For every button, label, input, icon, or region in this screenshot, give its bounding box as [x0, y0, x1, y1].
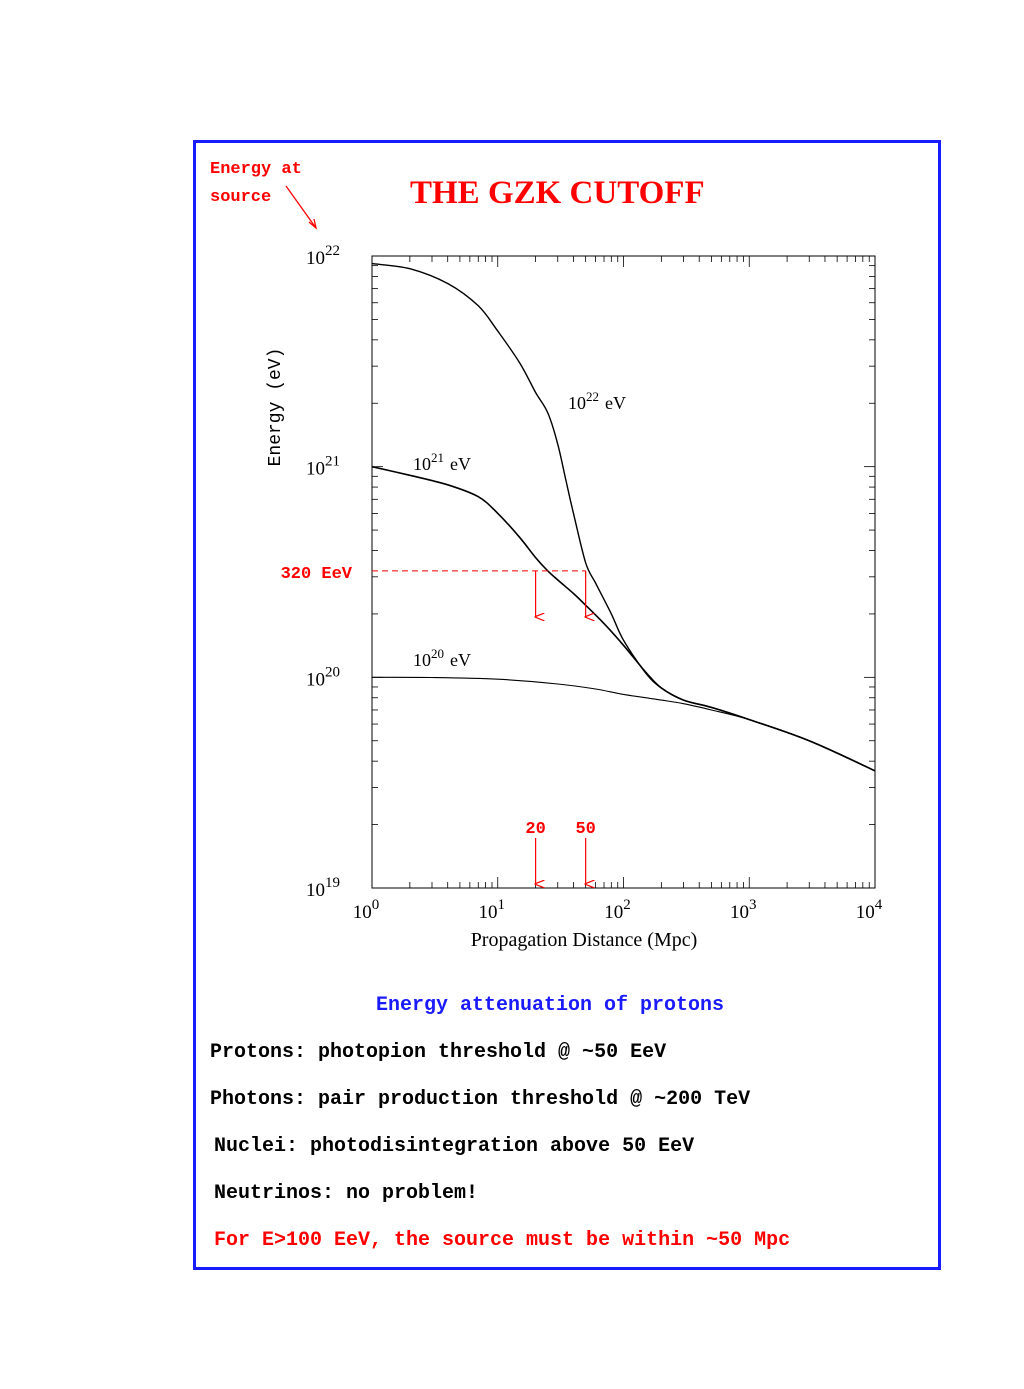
source-label-line2: source	[210, 188, 272, 207]
series-label: $10^{21}$ eV	[413, 450, 471, 474]
y-tick-label: $10^{22}$	[306, 243, 340, 269]
series-line	[372, 677, 875, 771]
photons-note: Photons: pair production threshold @ ~200 TeV	[210, 1088, 751, 1111]
nuclei-note: Nuclei: photodisintegration above 50 EeV	[214, 1135, 695, 1158]
energy-320-label: 320 EeV	[280, 564, 352, 584]
series-line	[372, 467, 875, 771]
y-tick-label: $10^{20}$	[306, 664, 340, 691]
series-label: $10^{22}$ eV	[568, 389, 626, 413]
annotations	[281, 565, 596, 884]
y-tick-label: $10^{19}$	[306, 875, 340, 901]
conclusion-note: For E>100 EeV, the source must be within ~50 Mpc	[214, 1229, 791, 1252]
plot-area	[372, 256, 875, 888]
slide-title: THE GZK CUTOFF	[410, 175, 705, 211]
distance-label-20: 20	[525, 820, 546, 839]
x-tick-label: $10^3$	[730, 897, 757, 923]
source-label-line1: Energy at	[210, 160, 302, 179]
axis-ticks	[372, 256, 875, 888]
x-tick-label: $10^0$	[352, 897, 380, 923]
curves	[372, 264, 875, 771]
source-pointer-line	[286, 186, 316, 228]
neutrinos-note: Neutrinos: no problem!	[214, 1182, 479, 1205]
series-label: $10^{20}$ eV	[413, 646, 471, 670]
y-tick-label: $10^{21}$	[306, 453, 340, 480]
y-axis-label: Energy (eV)	[266, 347, 286, 467]
protons-note: Protons: photopion threshold @ ~50 EeV	[210, 1041, 667, 1064]
tick-labels	[266, 243, 883, 951]
distance-label-50: 50	[575, 820, 596, 839]
x-tick-label: $10^4$	[855, 897, 883, 923]
x-tick-label: $10^2$	[604, 897, 631, 923]
x-axis-label: Propagation Distance (Mpc)	[470, 929, 698, 951]
x-tick-label: $10^1$	[478, 897, 505, 923]
subtitle-note: Energy attenuation of protons	[376, 994, 725, 1017]
